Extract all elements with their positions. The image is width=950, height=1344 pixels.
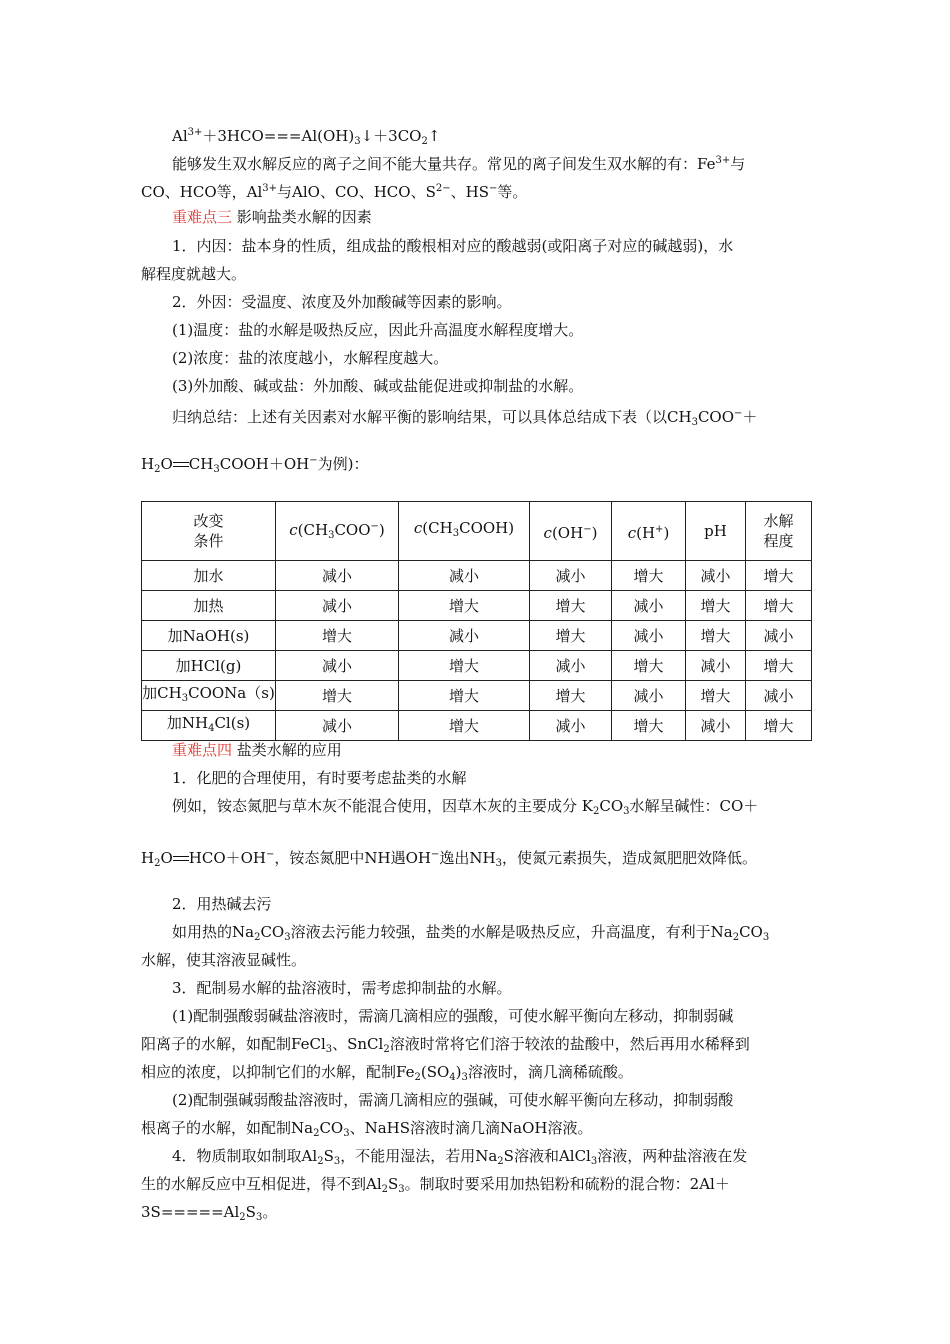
- table-cell: 增大: [530, 591, 612, 621]
- table-cell: 减小: [746, 681, 812, 711]
- text: 等。: [497, 183, 528, 201]
- table-cell: 增大: [746, 651, 812, 681]
- text: (SO: [420, 1063, 450, 1081]
- paragraph-line: [172, 922, 769, 948]
- table-cell: 增大: [686, 681, 746, 711]
- text: 。制取时要采用加热铝粉和硫粉的混合物：2Al＋: [404, 1175, 730, 1193]
- subscript: 2: [592, 806, 600, 817]
- superscript: 3+: [262, 183, 278, 194]
- text: ，不能用湿法，若用Na: [340, 1147, 498, 1165]
- header-cell: 改变 条件: [142, 502, 276, 561]
- section-heading: [172, 740, 342, 760]
- equilibrium-icon: [173, 851, 189, 865]
- subscript: 2: [154, 464, 161, 475]
- table-cell: 减小: [276, 651, 399, 681]
- heading-label: 重难点四: [172, 741, 233, 759]
- equation-line: [141, 451, 369, 480]
- subscript: 3: [325, 1044, 333, 1055]
- text: COO: [697, 408, 735, 426]
- subscript: 2: [313, 1128, 320, 1139]
- text: S: [245, 1203, 256, 1221]
- header-cell: $c(CH_3COO^-)$: [276, 502, 399, 561]
- paragraph-line: [141, 1118, 592, 1144]
- table-row: [142, 651, 812, 681]
- table-cell: 增大: [686, 591, 746, 621]
- table-cell: 减小: [530, 561, 612, 591]
- table-cell: 减小: [612, 621, 686, 651]
- header-cell: 水解 程度: [746, 502, 812, 561]
- subscript: 2: [317, 1156, 324, 1167]
- text: ，铵态氮肥中NH遇OH: [274, 849, 431, 867]
- paragraph-line: (1)配制强酸弱碱盐溶液时，需滴几滴相应的强酸，可使水解平衡向左移动，抑制弱碱: [172, 1007, 734, 1025]
- table-cell: 增大: [746, 591, 812, 621]
- table-cell: 加NaOH(s): [142, 621, 276, 651]
- heading-title: 影响盐类水解的因素: [236, 208, 372, 226]
- paragraph-line: [141, 1174, 730, 1200]
- subscript: 2: [381, 1184, 389, 1195]
- text: Al: [172, 127, 188, 145]
- text: 水解呈碱性：CO＋: [629, 797, 759, 815]
- paragraph-line: [172, 1146, 747, 1172]
- table-cell: 加$CH_3COONa(s)$: [142, 681, 276, 711]
- paragraph-line: (2)浓度：盐的浓度越小，水解程度越大。: [172, 349, 449, 367]
- text: 3S=====Al: [141, 1203, 240, 1221]
- table-cell: 减小: [612, 591, 686, 621]
- subscript: 3: [762, 932, 770, 943]
- table-cell: 减小: [399, 621, 530, 651]
- paragraph-line: [141, 179, 527, 202]
- subscript: 2: [239, 1212, 246, 1223]
- text: 、HS: [450, 183, 489, 201]
- superscript: 2−: [435, 183, 451, 194]
- text: 与: [730, 155, 746, 173]
- subscript: 3: [590, 1156, 598, 1167]
- text: CO: [319, 1119, 344, 1137]
- section-heading: [172, 207, 372, 227]
- table-cell: 减小: [276, 561, 399, 591]
- text: ＋: [742, 408, 758, 426]
- text: CO、HCO等，Al: [141, 183, 263, 201]
- subscript: 3: [343, 1128, 350, 1139]
- table-row: [142, 621, 812, 651]
- text: ↓＋3CO: [360, 127, 422, 145]
- subscript: 3: [255, 1212, 263, 1223]
- paragraph-line: 水解，使其溶液显碱性。: [141, 951, 307, 969]
- text: H: [141, 849, 155, 867]
- table-cell: 增大: [612, 651, 686, 681]
- table-cell: 加水: [142, 561, 276, 591]
- table-header-row: [142, 502, 812, 561]
- text: 、NaHS溶液时滴几滴NaOH溶液。: [349, 1119, 593, 1137]
- text: 例如，铵态氮肥与草木灰不能混合使用，因草木灰的主要成分 K: [172, 797, 593, 815]
- text: 、SnCl: [332, 1035, 384, 1053]
- superscript: 3+: [187, 127, 203, 138]
- text: ↑: [427, 127, 441, 145]
- table-cell: 增大: [276, 621, 399, 651]
- text: O: [160, 849, 173, 867]
- text: CO: [739, 923, 763, 941]
- paragraph-line: [141, 1062, 633, 1088]
- subscript: 4: [449, 1072, 456, 1083]
- text: ，使氮元素损失，造成氮肥肥效降低。: [501, 849, 757, 867]
- subscript: 3: [354, 136, 361, 147]
- paragraph-line: [172, 404, 757, 433]
- text: O: [160, 455, 173, 473]
- text: 溶液去污能力较强，盐类的水解是吸热反应，升高温度，有利于Na: [290, 923, 733, 941]
- table-cell: 增大: [612, 711, 686, 741]
- superscript: 3+: [715, 155, 731, 166]
- subscript: 2: [383, 1044, 390, 1055]
- table-cell: 增大: [399, 651, 530, 681]
- header-cell: pH: [686, 502, 746, 561]
- text: CO: [599, 797, 624, 815]
- table-cell: 增大: [612, 561, 686, 591]
- paragraph-line: 1．内因：盐本身的性质，组成盐的酸根相对应的酸越弱(或阳离子对应的碱越弱)，水: [172, 237, 734, 255]
- superscript: −: [734, 408, 743, 419]
- subscript: 3: [623, 806, 630, 817]
- table-cell: 增大: [399, 591, 530, 621]
- table-cell: 减小: [686, 711, 746, 741]
- text: 为例)：: [317, 455, 369, 473]
- superscript: −: [431, 849, 440, 860]
- heading-label: 重难点三: [172, 208, 233, 226]
- table-row: [142, 711, 812, 741]
- table-cell: 增大: [746, 711, 812, 741]
- subscript: 3: [213, 464, 220, 475]
- text: 。: [262, 1203, 278, 1221]
- header-cell: c(OH−): [530, 502, 612, 561]
- table-cell: 减小: [686, 651, 746, 681]
- equilibrium-icon: [173, 457, 189, 471]
- text: H: [141, 455, 155, 473]
- text: 逸出NH: [439, 849, 496, 867]
- table-row: [142, 681, 812, 711]
- heading-title: 盐类水解的应用: [236, 741, 342, 759]
- header-cell: $c(CH_3COOH)$: [399, 502, 530, 561]
- header-cell: c(H+): [612, 502, 686, 561]
- paragraph-line: 3．配制易水解的盐溶液时，需考虑抑制盐的水解。: [172, 979, 512, 997]
- table-cell: 减小: [612, 681, 686, 711]
- text: 阳离子的水解，如配制FeCl: [141, 1035, 326, 1053]
- paragraph-line: 解程度就越大。: [141, 265, 247, 283]
- paragraph-line: [172, 151, 745, 174]
- subscript: 3: [495, 858, 502, 869]
- text: 4．物质制取如制取Al: [172, 1147, 318, 1165]
- table-cell: 减小: [686, 561, 746, 591]
- text: 溶液时，滴几滴稀硫酸。: [467, 1063, 633, 1081]
- text: S: [323, 1147, 334, 1165]
- subscript: 2: [732, 932, 740, 943]
- table-cell: 增大: [399, 711, 530, 741]
- text: S溶液和AlCl: [503, 1147, 591, 1165]
- subscript: 3: [333, 1156, 341, 1167]
- table-cell: 加HCl(g): [142, 651, 276, 681]
- text: 如用热的Na: [172, 923, 255, 941]
- table-cell: 增大: [399, 681, 530, 711]
- paragraph-line: 2．用热碱去污: [172, 895, 272, 913]
- subscript: 2: [421, 136, 428, 147]
- text: COOH＋OH: [219, 455, 310, 473]
- text: 溶液，两种盐溶液在发: [597, 1147, 748, 1165]
- table-cell: 增大: [530, 681, 612, 711]
- text: 与AlO、CO、HCO、S: [277, 183, 436, 201]
- text: ): [455, 1063, 462, 1081]
- paragraph-line: 1．化肥的合理使用，有时要考虑盐类的水解: [172, 769, 467, 787]
- text: 溶液时常将它们溶于较浓的盐酸中，然后再用水稀释到: [389, 1035, 750, 1053]
- subscript: 2: [154, 858, 161, 869]
- superscript: −: [266, 849, 275, 860]
- table-cell: 加$NH_4Cl(s)$: [142, 711, 276, 741]
- paragraph-line: (2)配制强碱弱酸盐溶液时，需滴几滴相应的强碱，可使水解平衡向左移动，抑制弱酸: [172, 1091, 734, 1109]
- subscript: 3: [284, 932, 291, 943]
- table-cell: 减小: [276, 711, 399, 741]
- paragraph-line: (1)温度：盐的水解是吸热反应，因此升高温度水解程度增大。: [172, 321, 584, 339]
- equation-line: [141, 845, 757, 874]
- table-cell: 减小: [530, 711, 612, 741]
- text: CH: [188, 455, 214, 473]
- subscript: 3: [398, 1184, 405, 1195]
- text: 能够发生双水解反应的离子之间不能大量共存。常见的离子间发生双水解的有：Fe: [172, 155, 716, 173]
- table-cell: 减小: [530, 651, 612, 681]
- table-cell: 增大: [530, 621, 612, 651]
- equation-line: [172, 123, 440, 152]
- text: HCO＋OH: [188, 849, 267, 867]
- table-cell: 减小: [399, 561, 530, 591]
- paragraph-line: 2．外因：受温度、浓度及外加酸碱等因素的影响。: [172, 293, 512, 311]
- subscript: 2: [254, 932, 261, 943]
- subscript: 3: [461, 1072, 468, 1083]
- text: S: [388, 1175, 399, 1193]
- subscript: 2: [497, 1156, 504, 1167]
- subscript: 2: [414, 1072, 421, 1083]
- table-cell: 减小: [746, 621, 812, 651]
- table-row: [142, 561, 812, 591]
- paragraph-line: (3)外加酸、碱或盐：外加酸、碱或盐能促进或抑制盐的水解。: [172, 377, 584, 395]
- table-cell: 增大: [686, 621, 746, 651]
- superscript: −: [309, 455, 318, 466]
- text: ＋3HCO===Al(OH): [202, 127, 355, 145]
- table-cell: 增大: [276, 681, 399, 711]
- text: CO: [260, 923, 285, 941]
- text: 生的水解反应中互相促进，得不到Al: [141, 1175, 382, 1193]
- table-cell: 减小: [276, 591, 399, 621]
- paragraph-line: [141, 1202, 277, 1228]
- text: 根离子的水解，如配制Na: [141, 1119, 314, 1137]
- text: 相应的浓度，以抑制它们的水解，配制Fe: [141, 1063, 415, 1081]
- paragraph-line: [172, 796, 758, 822]
- table-cell: 加热: [142, 591, 276, 621]
- table-row: [142, 591, 812, 621]
- paragraph-line: [141, 1034, 750, 1060]
- hydrolysis-factors-table: [141, 501, 812, 741]
- subscript: 3: [691, 417, 698, 428]
- superscript: −: [488, 183, 498, 194]
- table-cell: 增大: [746, 561, 812, 591]
- text: 归纳总结：上述有关因素对水解平衡的影响结果，可以具体总结成下表（以CH: [172, 408, 692, 426]
